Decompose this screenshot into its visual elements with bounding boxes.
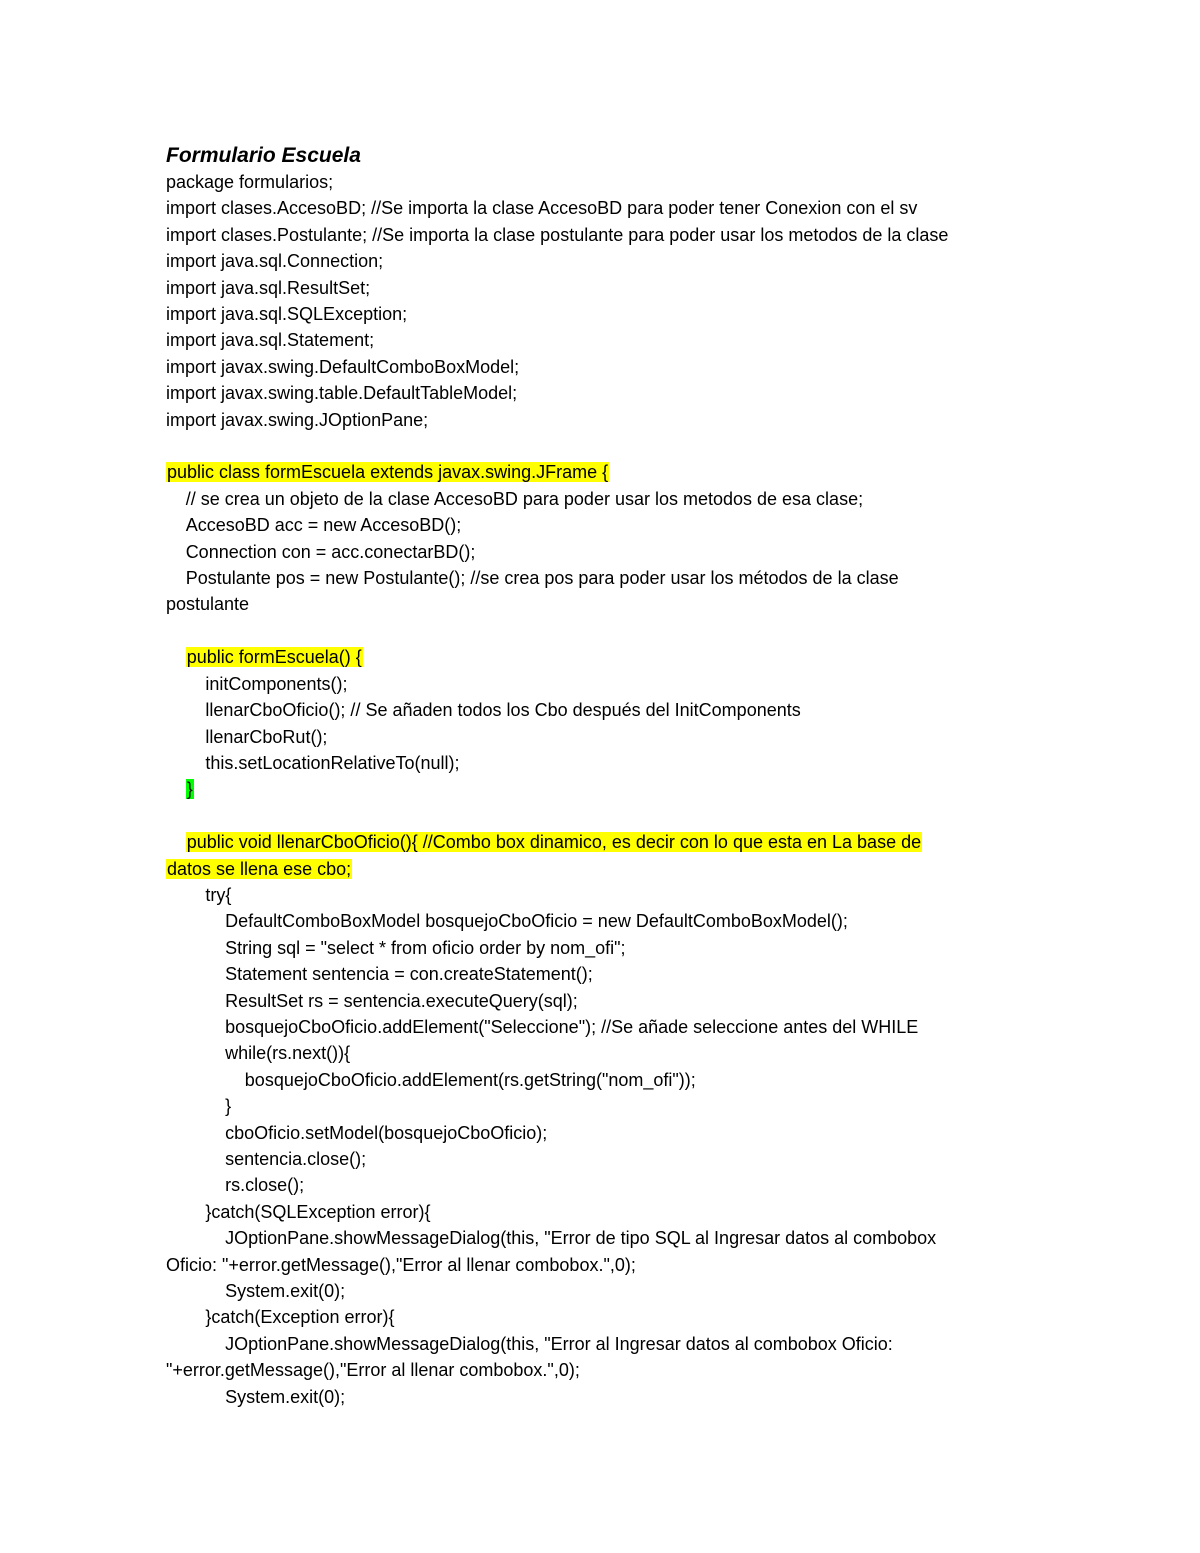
line-text: JOptionPane.showMessageDialog(this, "Error de tipo SQL al Ingresar datos al combobox	[225, 1228, 937, 1249]
line-text: sentencia.close();	[225, 1148, 367, 1169]
code-line	[166, 1040, 1046, 1066]
line-text: "+error.getMessage(),"Error al llenar combobox.",0);	[166, 1360, 580, 1381]
code-line	[166, 671, 1046, 697]
blank-line	[166, 618, 1046, 644]
line-text: try{	[205, 884, 232, 905]
line-text: postulante	[166, 594, 250, 615]
document-title: Formulario Escuela	[166, 144, 361, 167]
code-line	[166, 1120, 1046, 1146]
code-line	[166, 1093, 1046, 1119]
code-line	[166, 961, 1046, 987]
line-text: import java.sql.SQLException;	[166, 304, 408, 325]
code-line	[166, 486, 1046, 512]
line-text: while(rs.next()){	[225, 1043, 351, 1064]
code-line	[166, 1357, 1046, 1383]
code-line	[166, 1146, 1046, 1172]
line-text: JOptionPane.showMessageDialog(this, "Error al Ingresar datos al combobox Oficio:	[225, 1333, 893, 1354]
code-line	[166, 380, 1046, 406]
code-line	[166, 222, 1046, 248]
code-line	[166, 169, 1046, 195]
line-text: System.exit(0);	[225, 1281, 346, 1302]
code-line	[166, 1384, 1046, 1410]
line-text: bosquejoCboOficio.addElement("Seleccione"); //Se añade seleccione antes del WHILE	[225, 1016, 919, 1037]
code-line	[166, 1225, 1046, 1251]
line-text: String sql = "select * from oficio order by nom_ofi";	[225, 937, 626, 958]
line-text: Connection con = acc.conectarBD();	[185, 541, 476, 562]
line-text: import java.sql.Connection;	[166, 251, 384, 272]
line-text: package formularios;	[166, 172, 334, 192]
line-text: cboOficio.setModel(bosquejoCboOficio);	[225, 1122, 548, 1143]
line-text: llenarCboOficio(); // Se añaden todos los Cbo después del InitComponents	[205, 700, 801, 721]
line-text: llenarCboRut();	[205, 726, 328, 747]
line-text: bosquejoCboOficio.addElement(rs.getString("nom_ofi"));	[244, 1069, 696, 1090]
code-line	[166, 591, 1046, 617]
code-line	[166, 724, 1046, 750]
code-line	[166, 776, 1046, 802]
code-line	[166, 697, 1046, 723]
code-line	[166, 248, 1046, 274]
line-text: this.setLocationRelativeTo(null);	[205, 752, 460, 773]
line-text: ResultSet rs = sentencia.executeQuery(sql);	[225, 990, 578, 1011]
code-line	[166, 327, 1046, 353]
line-text: Oficio: "+error.getMessage(),"Error al llenar combobox.",0);	[166, 1254, 636, 1275]
code-listing	[166, 169, 1046, 1410]
code-line	[166, 1252, 1046, 1278]
code-line	[166, 1067, 1046, 1093]
code-line	[166, 459, 1046, 485]
code-line	[166, 935, 1046, 961]
blank-line	[166, 433, 1046, 459]
code-line	[166, 1014, 1046, 1040]
code-line	[166, 856, 1046, 882]
line-text: initComponents();	[205, 673, 348, 694]
line-text: }catch(Exception error){	[205, 1307, 395, 1328]
code-line	[166, 829, 1046, 855]
line-text: AccesoBD acc = new AccesoBD();	[185, 515, 462, 536]
code-line	[166, 195, 1046, 221]
code-line	[166, 354, 1046, 380]
highlighted-text: datos se llena ese cbo;	[167, 858, 352, 879]
code-line	[166, 275, 1046, 301]
blank-line	[166, 803, 1046, 829]
code-line	[166, 512, 1046, 538]
line-text: import javax.swing.DefaultComboBoxModel;	[166, 356, 520, 377]
highlighted-text: public formEscuela() {	[186, 647, 362, 668]
code-line	[166, 407, 1046, 433]
line-text: import javax.swing.JOptionPane;	[166, 409, 429, 430]
code-line	[166, 1331, 1046, 1357]
line-text: import javax.swing.table.DefaultTableModel;	[166, 383, 518, 404]
line-text: import java.sql.ResultSet;	[166, 277, 371, 298]
line-text: DefaultComboBoxModel bosquejoCboOficio = new DefaultComboBoxModel();	[225, 911, 848, 932]
highlighted-text: public void llenarCboOficio(){ //Combo box dinamico, es decir con lo que esta en La base de	[186, 832, 922, 853]
code-line	[166, 908, 1046, 934]
highlighted-text: }	[186, 779, 193, 800]
line-text: }catch(SQLException error){	[205, 1201, 431, 1222]
code-line	[166, 988, 1046, 1014]
line-text: import clases.AccesoBD; //Se importa la clase AccesoBD para poder tener Conexion con el sv	[166, 198, 918, 219]
line-text: import clases.Postulante; //Se importa la clase postulante para poder usar los metodos de la clase	[166, 224, 949, 245]
line-text: Statement sentencia = con.createStatement();	[225, 964, 593, 985]
line-text: import java.sql.Statement;	[166, 330, 375, 351]
code-line	[166, 1172, 1046, 1198]
code-line	[166, 565, 1046, 591]
line-text: System.exit(0);	[225, 1386, 346, 1407]
code-line	[166, 1278, 1046, 1304]
line-text: // se crea un objeto de la clase AccesoBD para poder usar los metodos de esa clase;	[185, 488, 864, 509]
code-line	[166, 301, 1046, 327]
code-line	[166, 1304, 1046, 1330]
code-line	[166, 750, 1046, 776]
code-line	[166, 644, 1046, 670]
code-line	[166, 539, 1046, 565]
highlighted-text: public class formEscuela extends javax.swing.JFrame {	[167, 462, 609, 483]
line-text: rs.close();	[225, 1175, 305, 1196]
code-line	[166, 1199, 1046, 1225]
code-line	[166, 882, 1046, 908]
line-text: Postulante pos = new Postulante(); //se crea pos para poder usar los métodos de la clase	[185, 568, 899, 589]
document-body	[166, 142, 1046, 1410]
line-text: }	[225, 1096, 232, 1117]
